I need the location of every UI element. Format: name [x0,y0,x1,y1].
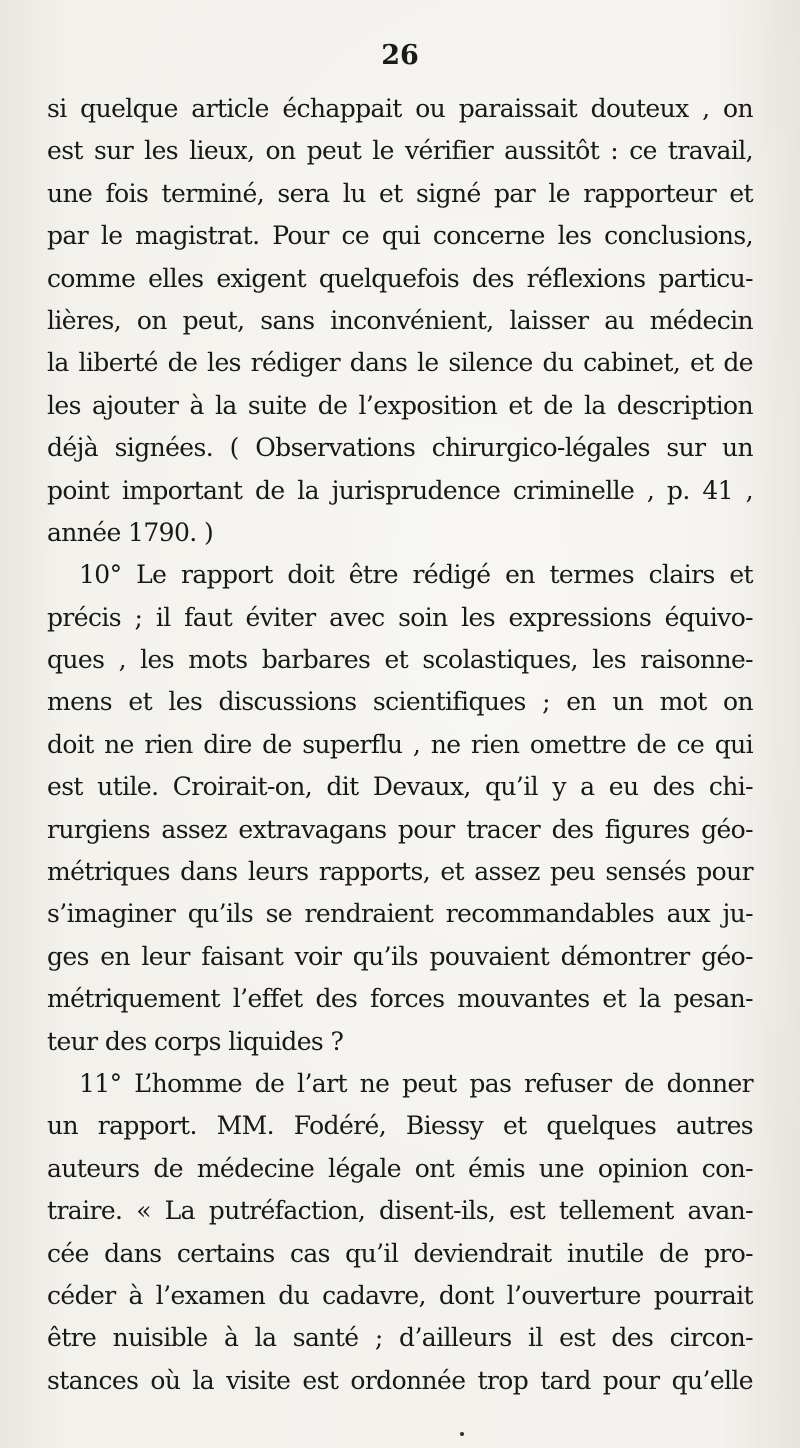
text-line: métriques dans leurs rapports, et assez peu sensés pour [47,857,753,887]
text-line: est utile. Croirait-on, dit Devaux, qu’il y a eu des chi- [47,772,753,802]
text-line: s’imaginer qu’ils se rendraient recommandables aux ju- [47,899,753,929]
text-line: auteurs de médecine légale ont émis une opinion con- [47,1153,753,1183]
page-number: 26 [381,40,419,71]
text-line: par le magistrat. Pour ce qui concerne les conclusions, [47,221,753,251]
text-line: un rapport. MM. Fodéré, Biessy et quelques autres [47,1111,753,1141]
print-speck [460,1432,464,1436]
text-line: être nuisible à la santé ; d’ailleurs il est des circon- [47,1323,753,1353]
text-line: point important de la jurisprudence criminelle , p. 41 , [47,475,753,505]
text-line: stances où la visite est ordonnée trop tard pour qu’elle [47,1365,753,1395]
text-line: céder à l’examen du cadavre, dont l’ouverture pourrait [47,1280,753,1310]
text-line: une fois terminé, sera lu et signé par le rapporteur et [47,178,753,208]
text-line: les ajouter à la suite de l’exposition et de la description [47,390,753,420]
text-line: est sur les lieux, on peut le vérifier aussitôt : ce travail, [47,136,753,166]
body-text [47,88,753,1402]
text-line: cée dans certains cas qu’il deviendrait inutile de pro- [47,1238,753,1268]
text-line: ges en leur faisant voir qu’ils pouvaient démontrer géo- [47,941,753,971]
text-line: teur des corps liquides ? [47,1026,344,1056]
text-line: doit ne rien dire de superflu , ne rien omettre de ce qui [47,729,753,759]
text-line: rurgiens assez extravagans pour tracer des figures géo- [47,814,753,844]
text-line: la liberté de les rédiger dans le silence du cabinet, et de [47,348,753,378]
text-line: lières, on peut, sans inconvénient, laisser au médecin [47,305,753,335]
text-line: si quelque article échappait ou paraissait douteux , on [47,94,753,123]
text-line: précis ; il faut éviter avec soin les expressions équivo- [47,602,753,632]
text-line: ques , les mots barbares et scolastiques, les raisonne- [47,645,753,675]
paragraph-10-start: 10° Le rapport doit être rédigé en termes clairs et [79,560,753,590]
text-line: année 1790. ) [47,517,214,547]
text-line: comme elles exigent quelquefois des réflexions particu- [47,263,753,293]
text-line: mens et les discussions scientifiques ; en un mot on [47,687,753,717]
text-line: métriquement l’effet des forces mouvantes et la pesan- [47,984,753,1014]
paragraph-11-start: 11° L’homme de l’art ne peut pas refuser de donner [79,1068,753,1098]
text-line: traire. « La putréfaction, disent-ils, est tellement avan- [47,1196,753,1226]
text-line: déjà signées. ( Observations chirurgico-légales sur un [47,433,753,463]
